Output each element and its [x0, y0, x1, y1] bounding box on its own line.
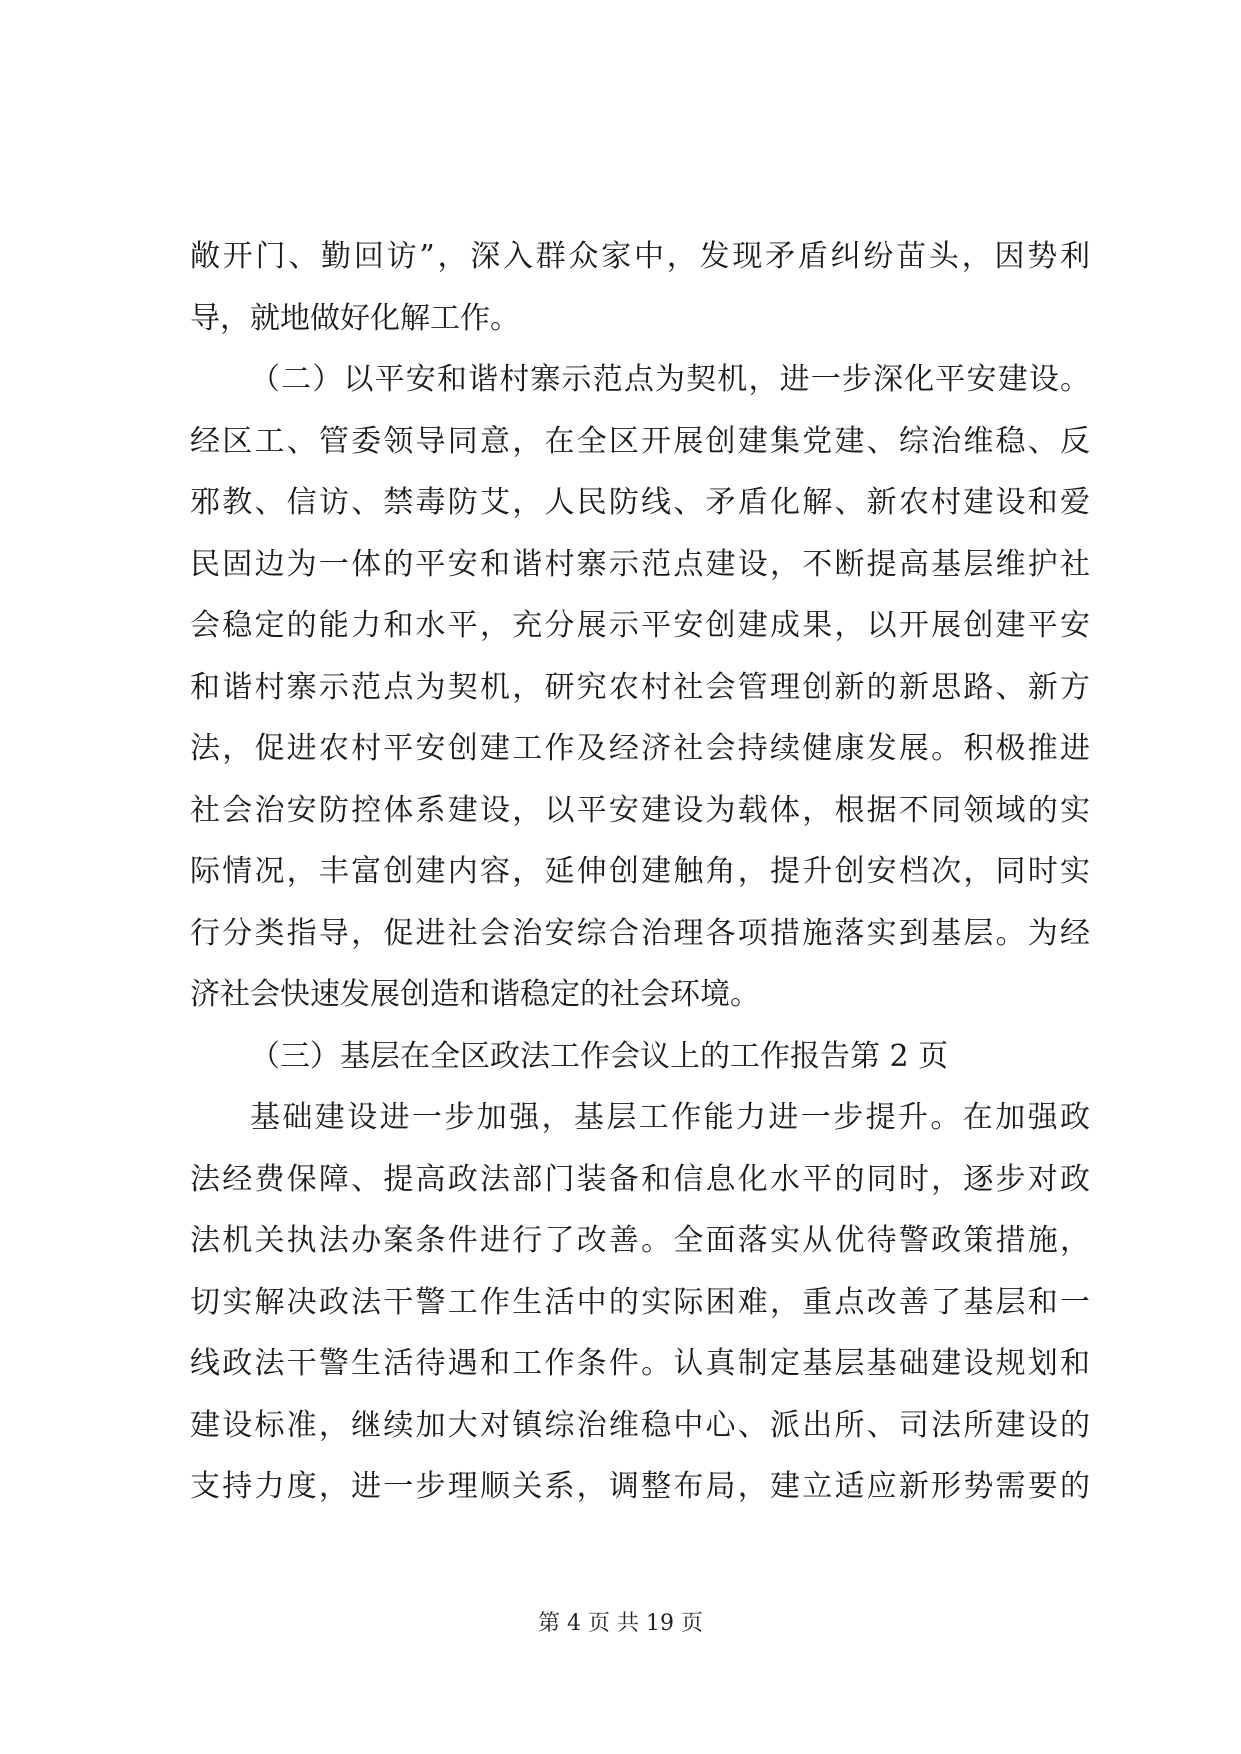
text-line: 法机关执法办案条件进行了改善。全面落实从优待警政策措施， — [190, 1223, 1090, 1258]
body-text — [190, 226, 1090, 1518]
text-line: 法，促进农村平安创建工作及经济社会持续健康发展。积极推进 — [190, 731, 1090, 766]
text-line: 导，就地做好化解工作。 — [190, 300, 520, 336]
text-line: 切实解决政法干警工作生活中的实际困难，重点改善了基层和一 — [190, 1284, 1090, 1320]
text-line: 会稳定的能力和水平，充分展示平安创建成果，以开展创建平安 — [190, 608, 1090, 643]
text-line: 法经费保障、提高政法部门装备和信息化水平的同时，逐步对政 — [190, 1161, 1090, 1197]
text-line: （三）基层在全区政法工作会议上的工作报告第 2 页 — [250, 1038, 949, 1074]
text-line: 敞开门、勤回访”，深入群众家中，发现矛盾纠纷苗头，因势利 — [190, 239, 1090, 274]
text-line: 济社会快速发展创造和谐稳定的社会环境。 — [190, 977, 760, 1012]
text-line: 和谐村寨示范点为契机，研究农村社会管理创新的新思路、新方 — [190, 669, 1090, 705]
text-line: 线政法干警生活待遇和工作条件。认真制定基层基础建设规划和 — [190, 1346, 1090, 1381]
text-line: 建设标准，继续加大对镇综治维稳中心、派出所、司法所建设的 — [190, 1407, 1090, 1443]
text-line: 经区工、管委领导同意，在全区开展创建集党建、综治维稳、反 — [190, 423, 1090, 459]
text-line: （二）以平安和谐村寨示范点为契机，进一步深化平安建设。 — [250, 362, 1090, 397]
text-line: 基础建设进一步加强，基层工作能力进一步提升。在加强政 — [250, 1100, 1090, 1135]
text-line: 支持力度，进一步理顺关系，调整布局，建立适应新形势需要的 — [190, 1469, 1090, 1504]
text-line: 民固边为一体的平安和谐村寨示范点建设，不断提高基层维护社 — [190, 546, 1090, 582]
page-footer: 第 4 页 共 19 页 — [538, 1611, 703, 1636]
text-line: 邪教、信访、禁毒防艾，人民防线、矛盾化解、新农村建设和爱 — [190, 485, 1090, 520]
text-line: 行分类指导，促进社会治安综合治理各项措施落实到基层。为经 — [190, 915, 1090, 951]
text-line: 社会治安防控体系建设，以平安建设为载体，根据不同领域的实 — [190, 792, 1090, 828]
text-line: 际情况，丰富创建内容，延伸创建触角，提升创安档次，同时实 — [190, 854, 1090, 889]
